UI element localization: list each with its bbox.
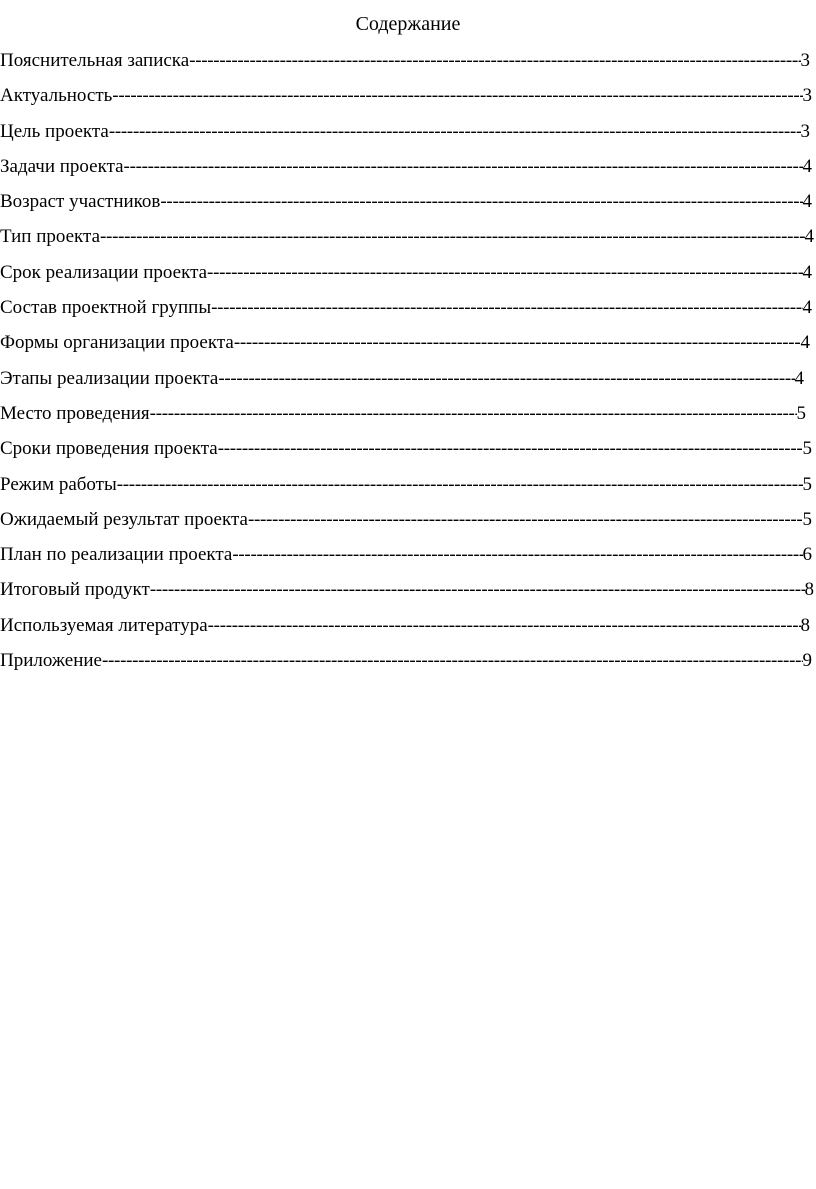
toc-entry-page-number: 4 — [804, 226, 814, 248]
toc-entry-label: Сроки проведения проекта — [0, 438, 218, 460]
toc-entry-project-dates — [0, 435, 816, 470]
toc-dot-leader — [150, 400, 797, 428]
toc-entry-label: Формы организации проекта — [0, 332, 234, 354]
toc-entry-implementation-term — [0, 259, 816, 294]
toc-entry-page-number: 3 — [800, 50, 810, 71]
toc-dot-leader — [234, 329, 801, 357]
toc-dot-leader — [232, 541, 802, 569]
toc-dot-leader — [100, 223, 804, 251]
toc-entry-project-goal — [0, 118, 816, 153]
toc-entry-project-team — [0, 294, 816, 329]
toc-entry-expected-result — [0, 506, 816, 541]
toc-entry-appendix — [0, 647, 816, 682]
toc-dot-leader — [112, 82, 802, 110]
toc-entry-page-number: 4 — [802, 297, 812, 319]
toc-entry-relevance — [0, 82, 816, 117]
toc-entry-page-number: 8 — [804, 579, 814, 601]
toc-entry-participants-age — [0, 188, 816, 223]
toc-dot-leader — [208, 612, 801, 640]
toc-entry-page-number: 3 — [802, 85, 812, 107]
toc-entry-work-schedule — [0, 471, 816, 506]
toc-entry-explanatory-note — [0, 47, 816, 82]
toc-entry-project-type — [0, 223, 816, 258]
toc-entry-organization-forms — [0, 329, 816, 364]
toc-entry-literature — [0, 612, 816, 647]
toc-entry-page-number: 4 — [800, 332, 810, 354]
toc-entry-label: Срок реализации проекта — [0, 261, 208, 283]
toc-dot-leader — [124, 153, 803, 181]
toc-entry-label: Возраст участников — [0, 191, 161, 213]
toc-entry-label: Состав проектной группы — [0, 297, 212, 319]
toc-dot-leader — [160, 188, 802, 216]
toc-dot-leader — [207, 259, 802, 287]
toc-entry-label: Этапы реализации проекта — [0, 367, 219, 389]
toc-entry-label: План по реализации проекта — [0, 544, 233, 566]
toc-entry-label: Ожидаемый результат проекта — [0, 508, 248, 530]
toc-title: Содержание — [355, 13, 461, 35]
toc-entry-page-number: 4 — [802, 155, 812, 177]
toc-entry-label: Пояснительная записка — [0, 50, 190, 71]
toc-entry-project-tasks — [0, 153, 816, 188]
toc-entry-page-number: 9 — [802, 650, 812, 672]
toc-entry-page-number: 4 — [802, 261, 812, 283]
toc-entry-label: Режим работы — [0, 473, 117, 495]
toc-entry-label: Актуальность — [0, 85, 113, 107]
toc-dot-leader — [218, 435, 803, 463]
toc-dot-leader — [109, 118, 801, 146]
toc-dot-leader — [248, 506, 803, 534]
toc-entry-page-number: 6 — [802, 544, 812, 566]
toc-dot-leader — [189, 47, 800, 75]
toc-entry-label: Тип проекта — [0, 226, 101, 248]
toc-entry-implementation-plan — [0, 541, 816, 576]
toc-entry-label: Используемая литература — [0, 614, 208, 636]
toc-dot-leader — [102, 647, 803, 675]
toc-dot-leader — [117, 471, 803, 499]
toc-entry-page-number: 3 — [800, 120, 810, 142]
toc-entry-label: Приложение — [0, 650, 102, 672]
toc-entry-label: Задачи проекта — [0, 155, 124, 177]
toc-entry-label: Итоговый продукт — [0, 579, 150, 601]
toc-dot-leader — [150, 576, 805, 604]
toc-entry-page-number: 5 — [802, 508, 812, 530]
toc-entry-page-number: 5 — [802, 438, 812, 460]
toc-entry-label: Место проведения — [0, 402, 150, 424]
toc-entry-page-number: 4 — [794, 367, 804, 389]
toc-dot-leader — [211, 294, 802, 322]
toc-entry-page-number: 4 — [802, 191, 812, 213]
toc-entry-venue — [0, 400, 816, 435]
toc-entry-final-product — [0, 576, 816, 611]
toc-entry-implementation-stages — [0, 365, 816, 400]
toc-entry-label: Цель проекта — [0, 120, 109, 142]
toc-entry-page-number: 5 — [796, 402, 806, 424]
toc-entry-page-number: 5 — [802, 473, 812, 495]
table-of-contents — [0, 47, 816, 682]
toc-entry-page-number: 8 — [800, 614, 810, 636]
toc-dot-leader — [218, 365, 794, 393]
